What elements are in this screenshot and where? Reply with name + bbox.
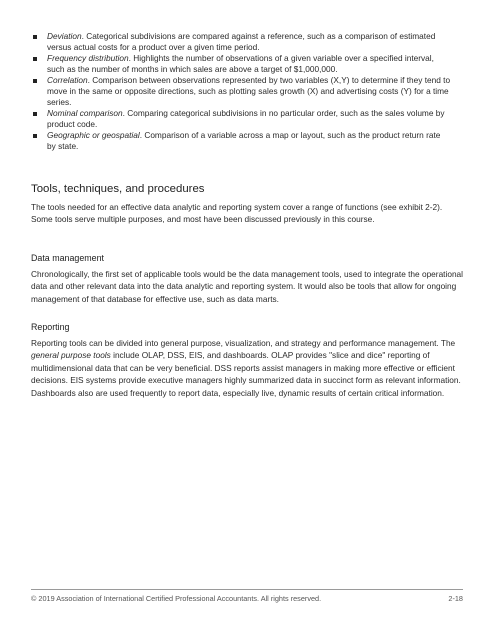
bullet-term: Frequency distribution xyxy=(47,53,129,63)
page-number: 2-18 xyxy=(448,594,463,603)
bullet-square-icon xyxy=(33,35,37,39)
bullet-list xyxy=(31,31,451,152)
list-item xyxy=(31,53,451,75)
bullet-term: Correlation xyxy=(47,75,88,85)
reporting-body-start: Reporting tools can be divided into general purpose, visualization, and strategy and performance management. The xyxy=(31,338,456,348)
data-management-heading: Data management xyxy=(31,253,105,263)
list-item xyxy=(31,130,451,152)
bullet-square-icon xyxy=(33,79,37,83)
bullet-text: . Comparing categorical subdivisions in no particular order, such as the sales volume by product code. xyxy=(47,108,445,129)
reporting-heading: Reporting xyxy=(31,322,70,332)
bullet-term: Geographic or geospatial xyxy=(47,130,140,140)
reporting-body-emphasis: general purpose tools xyxy=(31,350,111,361)
bullet-square-icon xyxy=(33,112,37,116)
bullet-term: Deviation xyxy=(47,31,82,41)
reporting-body-end: include OLAP, DSS, EIS, and dashboards. OLAP provides "slice and dice" reporting of multidimensional data that can be very beneficial. DSS reports assist managers in making more effective or efficient decisions. EIS systems provide executive managers highly summarized data in succinct form as relevant information. Dashboards also are used frequently to report data, especially live, dynamic results of certain critical information. xyxy=(31,350,461,398)
footer-divider xyxy=(31,589,463,590)
bullet-text: . Comparison between observations represented by two variables (X,Y) to determine if they tend to move in the same or opposite directions, such as plotting sales growth (X) and advertising costs (Y) for a time series. xyxy=(47,75,451,107)
bullet-square-icon xyxy=(33,57,37,61)
bullet-text: . Categorical subdivisions are compared against a reference, such as a comparison of estimated versus actual costs for a product over a given time period. xyxy=(47,31,436,52)
list-item xyxy=(31,75,451,108)
bullet-square-icon xyxy=(33,134,37,138)
reporting-body xyxy=(31,337,463,399)
data-management-body: Chronologically, the first set of applicable tools would be the data management tools, used to integrate the operational data and other relevant data into the data analytic and reporting system. It would also be tools that allow for ongoing management of that database for effective use, such as data marts. xyxy=(31,269,464,304)
list-item xyxy=(31,31,451,53)
section-title: Tools, techniques, and procedures xyxy=(31,183,205,195)
bullet-text: . Comparison of a variable across a map or layout, such as the product return rate by state. xyxy=(47,130,441,151)
section-intro: The tools needed for an effective data analytic and reporting system cover a range of functions (see exhibit 2-2). Some tools serve multiple purposes, and most have been discussed previously in this course. xyxy=(31,202,443,225)
footer-copyright: © 2019 Association of International Certified Professional Accountants. All rights reserved. xyxy=(31,594,322,603)
bullet-term: Nominal comparison xyxy=(47,108,123,118)
list-item xyxy=(31,108,451,130)
bullet-text: . Highlights the number of observations of a given variable over a specified interval, such as the number of months in which sales are above a target of $1,000,000. xyxy=(47,53,434,74)
